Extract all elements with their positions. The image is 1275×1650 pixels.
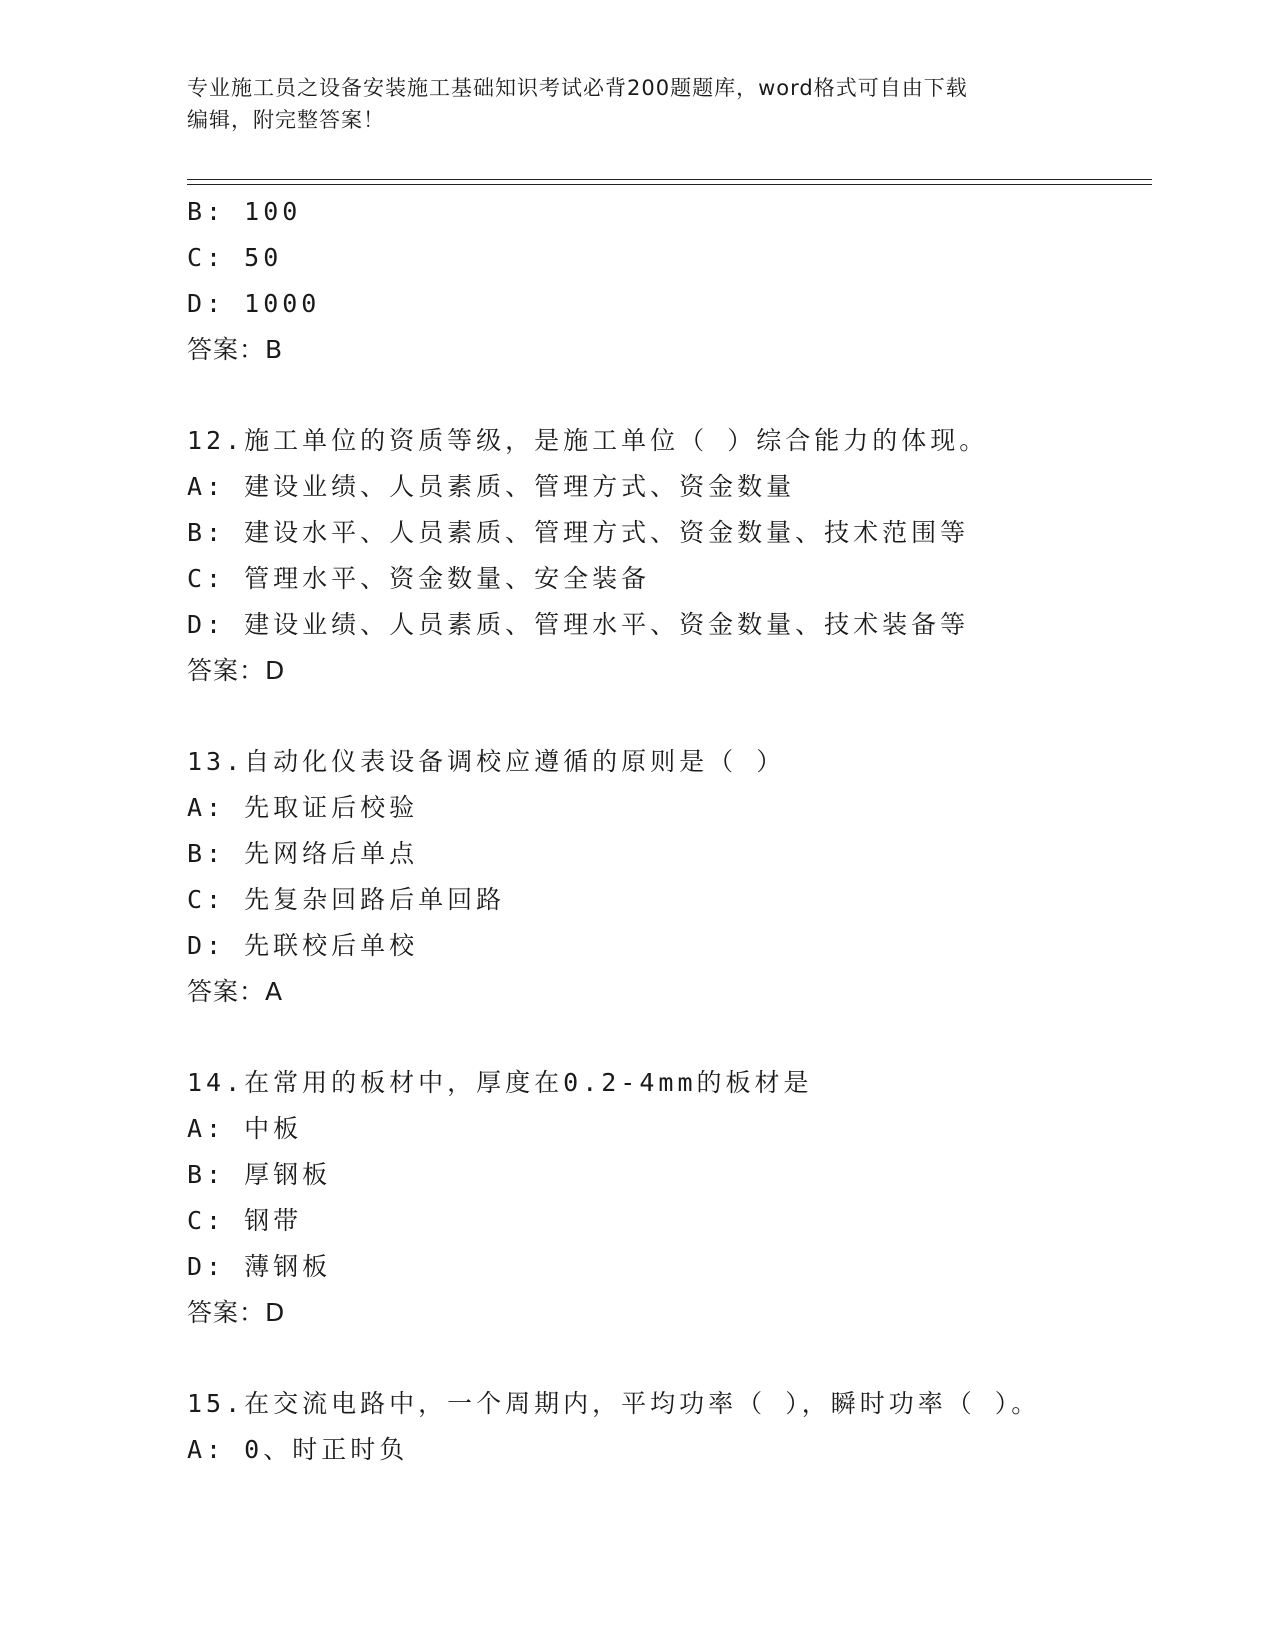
q13-answer: 答案：A — [187, 977, 284, 1006]
question-12 — [187, 418, 1152, 694]
question-15 — [187, 1381, 1152, 1473]
q12-option-c: C: 管理水平、资金数量、安全装备 — [187, 564, 651, 593]
q14-option-d: D: 薄钢板 — [187, 1252, 332, 1281]
q14-answer: 答案：D — [187, 1298, 286, 1327]
q12-option-a: A: 建设业绩、人员素质、管理方式、资金数量 — [187, 472, 796, 501]
q14-option-c: C: 钢带 — [187, 1206, 303, 1235]
q14-option-a: A: 中板 — [187, 1114, 303, 1143]
q15-question: 15.在交流电路中，一个周期内，平均功率（ ），瞬时功率（ ）。 — [187, 1389, 1041, 1418]
q15-option-a: A: 0、时正时负 — [187, 1435, 409, 1464]
q14-option-b: B: 厚钢板 — [187, 1160, 332, 1189]
document-body — [187, 189, 1152, 1473]
q12-option-d: D: 建设业绩、人员素质、管理水平、资金数量、技术装备等 — [187, 610, 970, 639]
q13-option-a: A: 先取证后校验 — [187, 793, 419, 822]
question-14 — [187, 1060, 1152, 1336]
q11-answer: 答案：B — [187, 335, 284, 364]
q12-question: 12.施工单位的资质等级，是施工单位（ ）综合能力的体现。 — [187, 426, 989, 455]
header-line-2: 编辑，附完整答案！ — [187, 108, 385, 132]
q13-question: 13.自动化仪表设备调校应遵循的原则是（ ） — [187, 747, 786, 776]
document-header — [187, 72, 1087, 136]
q13-option-b: B: 先网络后单点 — [187, 839, 419, 868]
q12-option-b: B: 建设水平、人员素质、管理方式、资金数量、技术范围等 — [187, 518, 970, 547]
question-13 — [187, 739, 1152, 1015]
q11-option-c: C: 50 — [187, 243, 283, 272]
header-rule-top — [187, 179, 1152, 180]
header-rule-bottom — [187, 184, 1152, 185]
header-line-1: 专业施工员之设备安装施工基础知识考试必背200题题库，word格式可自由下载 — [187, 76, 968, 100]
q13-option-c: C: 先复杂回路后单回路 — [187, 885, 506, 914]
q14-question: 14.在常用的板材中，厚度在0.2-4mm的板材是 — [187, 1068, 813, 1097]
q11-option-d: D: 1000 — [187, 289, 321, 318]
q13-option-d: D: 先联校后单校 — [187, 931, 419, 960]
q12-answer: 答案：D — [187, 656, 286, 685]
q11-option-b: B: 100 — [187, 197, 302, 226]
question-11 — [187, 189, 1152, 373]
